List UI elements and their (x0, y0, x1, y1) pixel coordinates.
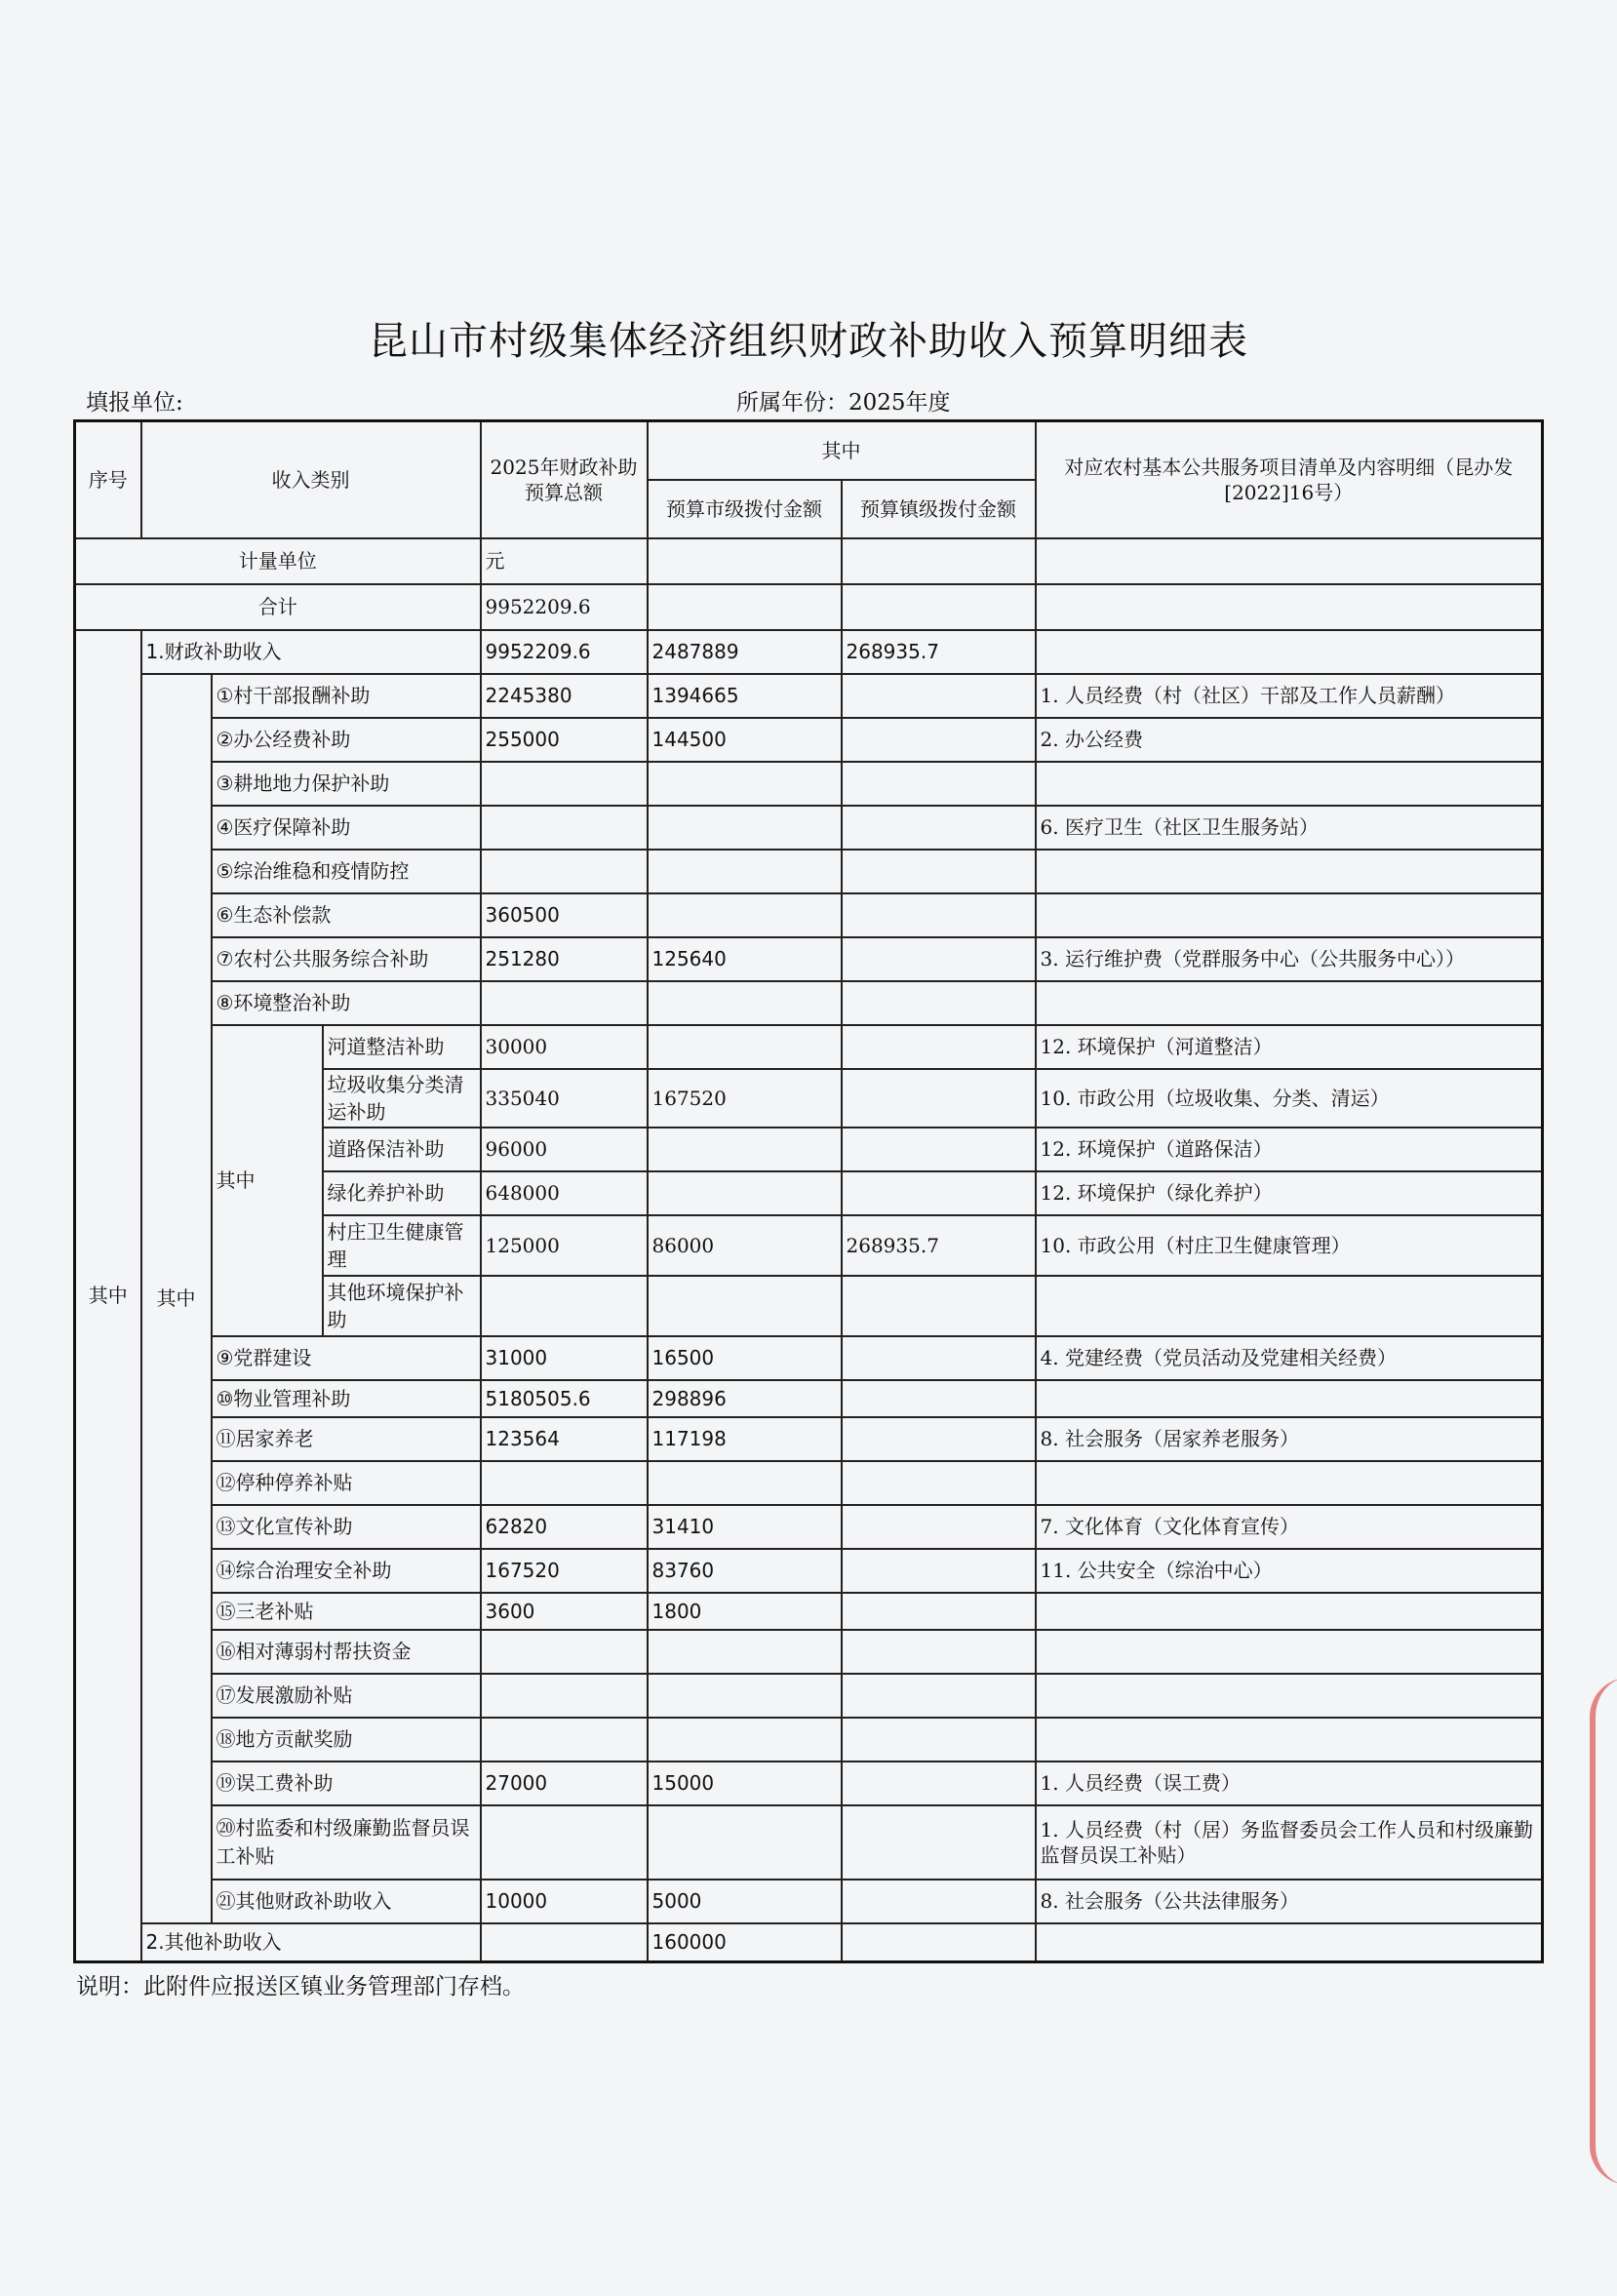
item-row (75, 1593, 1543, 1630)
item-city (648, 1630, 842, 1674)
item-city: 16500 (648, 1336, 842, 1380)
item-city (648, 1805, 842, 1880)
env-item-city: 167520 (648, 1069, 842, 1128)
header-category: 收入类别 (141, 421, 481, 538)
item-town (842, 1380, 1036, 1417)
item-city (648, 850, 842, 893)
item-town (842, 1505, 1036, 1549)
item-town (842, 850, 1036, 893)
env-item-label: 垃圾收集分类清运补助 (323, 1069, 481, 1128)
item-label: ①村干部报酬补助 (212, 674, 481, 718)
item-town (842, 937, 1036, 981)
env-item-city (648, 1025, 842, 1069)
item-row (75, 806, 1543, 850)
item-row (75, 981, 1543, 1025)
group-outer-label: 其中 (75, 630, 141, 1962)
item-total: 123564 (481, 1417, 648, 1461)
item-service: 2. 办公经费 (1036, 718, 1543, 762)
item-row (75, 1880, 1543, 1923)
item-town (842, 1718, 1036, 1762)
item-total: 5180505.6 (481, 1380, 648, 1417)
item-town (842, 1336, 1036, 1380)
item-row (75, 1549, 1543, 1593)
item-service: 7. 文化体育（文化体育宣传） (1036, 1505, 1543, 1549)
unit-row (75, 538, 1543, 584)
item-town (842, 718, 1036, 762)
item-total (481, 850, 648, 893)
item-total: 10000 (481, 1880, 648, 1923)
item-city (648, 806, 842, 850)
item-label: ⑬文化宣传补助 (212, 1505, 481, 1549)
item-city: 31410 (648, 1505, 842, 1549)
header-town: 预算镇级拨付金额 (842, 480, 1036, 538)
item-label: ⑪居家养老 (212, 1417, 481, 1461)
item-label: ④医疗保障补助 (212, 806, 481, 850)
item-town (842, 1674, 1036, 1718)
item-label: ⑭综合治理安全补助 (212, 1549, 481, 1593)
item-row (75, 1805, 1543, 1880)
item-total (481, 762, 648, 806)
item-service: 1. 人员经费（村（社区）干部及工作人员薪酬） (1036, 674, 1543, 718)
item-row (75, 850, 1543, 893)
item-row (75, 1505, 1543, 1549)
header-service: 对应农村基本公共服务项目清单及内容明细（昆办发[2022]16号） (1036, 421, 1543, 538)
item-row (75, 1630, 1543, 1674)
unit-label: 计量单位 (75, 538, 481, 584)
item-label: ⑱地方贡献奖励 (212, 1718, 481, 1762)
env-item-label: 其他环境保护补助 (323, 1276, 481, 1336)
item-total (481, 1630, 648, 1674)
item-city (648, 981, 842, 1025)
item-city: 1394665 (648, 674, 842, 718)
item-label: ③耕地地力保护补助 (212, 762, 481, 806)
item-row (75, 1674, 1543, 1718)
item-row (75, 1762, 1543, 1805)
item-city (648, 1461, 842, 1505)
env-item-total: 335040 (481, 1069, 648, 1128)
env-item-city: 86000 (648, 1215, 842, 1276)
budget-detail-table (73, 419, 1544, 1963)
item-town (842, 806, 1036, 850)
item-total: 255000 (481, 718, 648, 762)
env-item-total: 125000 (481, 1215, 648, 1276)
item-total (481, 1805, 648, 1880)
item-row (75, 762, 1543, 806)
item-town (842, 1880, 1036, 1923)
item-total: 62820 (481, 1505, 648, 1549)
item-city: 117198 (648, 1417, 842, 1461)
item-city (648, 893, 842, 937)
env-item-label: 村庄卫生健康管理 (323, 1215, 481, 1276)
env-item-service: 10. 市政公用（垃圾收集、分类、清运） (1036, 1069, 1543, 1128)
item-total: 3600 (481, 1593, 648, 1630)
env-item-town: 268935.7 (842, 1215, 1036, 1276)
item-service (1036, 1630, 1543, 1674)
env-item-service (1036, 1276, 1543, 1336)
item-town (842, 1630, 1036, 1674)
item-row (75, 1380, 1543, 1417)
item-town (842, 893, 1036, 937)
item-row (75, 1417, 1543, 1461)
item-row (75, 1461, 1543, 1505)
item-service: 8. 社会服务（居家养老服务） (1036, 1417, 1543, 1461)
item-total: 360500 (481, 893, 648, 937)
item-service (1036, 1461, 1543, 1505)
fiscal-year-label: 所属年份：2025年度 (736, 390, 951, 416)
item-town (842, 1417, 1036, 1461)
other-total (481, 1923, 648, 1962)
env-item-label: 道路保洁补助 (323, 1128, 481, 1171)
env-item-town (842, 1025, 1036, 1069)
fiscal-total: 9952209.6 (481, 630, 648, 674)
item-service (1036, 762, 1543, 806)
item-town (842, 981, 1036, 1025)
env-item-service: 12. 环境保护（道路保洁） (1036, 1128, 1543, 1171)
item-service: 6. 医疗卫生（社区卫生服务站） (1036, 806, 1543, 850)
item-service (1036, 1380, 1543, 1417)
fiscal-label: 1.财政补助收入 (141, 630, 481, 674)
env-item-service: 10. 市政公用（村庄卫生健康管理） (1036, 1215, 1543, 1276)
item-town (842, 1762, 1036, 1805)
sum-label: 合计 (75, 584, 481, 630)
item-label: ⑳村监委和村级廉勤监督员误工补贴 (212, 1805, 481, 1880)
item-city (648, 1674, 842, 1718)
sum-total: 9952209.6 (481, 584, 648, 630)
item-city (648, 1718, 842, 1762)
env-item-row (75, 1025, 1543, 1069)
env-item-total (481, 1276, 648, 1336)
env-item-service: 12. 环境保护（河道整洁） (1036, 1025, 1543, 1069)
item-town (842, 674, 1036, 718)
env-item-total: 96000 (481, 1128, 648, 1171)
item-town (842, 1805, 1036, 1880)
item-total: 251280 (481, 937, 648, 981)
item-total (481, 1461, 648, 1505)
fiscal-row (75, 630, 1543, 674)
header-row-1 (75, 421, 1543, 480)
item-label: ②办公经费补助 (212, 718, 481, 762)
item-service (1036, 1674, 1543, 1718)
item-service: 11. 公共安全（综治中心） (1036, 1549, 1543, 1593)
item-row (75, 893, 1543, 937)
item-service: 1. 人员经费（误工费） (1036, 1762, 1543, 1805)
env-item-total: 30000 (481, 1025, 648, 1069)
other-town (842, 1923, 1036, 1962)
item-label: ⑲误工费补助 (212, 1762, 481, 1805)
filing-unit-label: 填报单位: (86, 390, 183, 416)
item-label: ⑦农村公共服务综合补助 (212, 937, 481, 981)
item-service (1036, 1718, 1543, 1762)
sum-row (75, 584, 1543, 630)
item-row (75, 674, 1543, 718)
item-service (1036, 981, 1543, 1025)
env-item-total: 648000 (481, 1171, 648, 1215)
item-service (1036, 893, 1543, 937)
env-item-town (842, 1276, 1036, 1336)
item-total (481, 1674, 648, 1718)
item-service: 3. 运行维护费（党群服务中心（公共服务中心）） (1036, 937, 1543, 981)
footnote: 说明：此附件应报送区镇业务管理部门存档。 (76, 1974, 525, 1999)
item-total: 167520 (481, 1549, 648, 1593)
item-label: ⑮三老补贴 (212, 1593, 481, 1630)
item-town (842, 762, 1036, 806)
env-item-town (842, 1171, 1036, 1215)
env-item-label: 绿化养护补助 (323, 1171, 481, 1215)
item-total (481, 981, 648, 1025)
env-item-service: 12. 环境保护（绿化养护） (1036, 1171, 1543, 1215)
item-label: ⑯相对薄弱村帮扶资金 (212, 1630, 481, 1674)
item-label: ⑩物业管理补助 (212, 1380, 481, 1417)
other-service (1036, 1923, 1543, 1962)
header-total: 2025年财政补助预算总额 (481, 421, 648, 538)
item-town (842, 1461, 1036, 1505)
env-item-town (842, 1128, 1036, 1171)
item-label: ⑥生态补偿款 (212, 893, 481, 937)
env-item-town (842, 1069, 1036, 1128)
header-seq: 序号 (75, 421, 141, 538)
item-label: ⑰发展激励补贴 (212, 1674, 481, 1718)
fiscal-town: 268935.7 (842, 630, 1036, 674)
item-town (842, 1549, 1036, 1593)
item-city (648, 762, 842, 806)
header-city: 预算市级拨付金额 (648, 480, 842, 538)
other-row (75, 1923, 1543, 1962)
item-city: 15000 (648, 1762, 842, 1805)
other-city: 160000 (648, 1923, 842, 1962)
item-service (1036, 1593, 1543, 1630)
env-item-city (648, 1171, 842, 1215)
item-total (481, 1718, 648, 1762)
item-label: ⑧环境整治补助 (212, 981, 481, 1025)
item-service: 1. 人员经费（村（居）务监督委员会工作人员和村级廉勤监督员误工补贴） (1036, 1805, 1543, 1880)
item-label: ⑤综治维稳和疫情防控 (212, 850, 481, 893)
item-service (1036, 850, 1543, 893)
item-service: 8. 社会服务（公共法律服务） (1036, 1880, 1543, 1923)
item-label: ⑨党群建设 (212, 1336, 481, 1380)
group-inner-label: 其中 (141, 674, 212, 1923)
item-label: ⑫停种停养补贴 (212, 1461, 481, 1505)
item-total (481, 806, 648, 850)
env-item-city (648, 1276, 842, 1336)
item-city: 5000 (648, 1880, 842, 1923)
header-of-which: 其中 (648, 421, 1036, 480)
env-item-label: 河道整洁补助 (323, 1025, 481, 1069)
item-city: 125640 (648, 937, 842, 981)
item-city: 83760 (648, 1549, 842, 1593)
item-town (842, 1593, 1036, 1630)
fiscal-city: 2487889 (648, 630, 842, 674)
item-total: 2245380 (481, 674, 648, 718)
red-seal-stamp (1590, 1678, 1617, 2185)
item-service: 4. 党建经费（党员活动及党建相关经费） (1036, 1336, 1543, 1380)
env-item-city (648, 1128, 842, 1171)
unit-value: 元 (481, 538, 648, 584)
other-label: 2.其他补助收入 (141, 1923, 481, 1962)
group-env-label: 其中 (212, 1025, 323, 1336)
item-label: ㉑其他财政补助收入 (212, 1880, 481, 1923)
item-row (75, 1718, 1543, 1762)
item-city: 1800 (648, 1593, 842, 1630)
item-row (75, 718, 1543, 762)
item-city: 144500 (648, 718, 842, 762)
item-row (75, 937, 1543, 981)
item-total: 27000 (481, 1762, 648, 1805)
document-title: 昆山市村级集体经济组织财政补助收入预算明细表 (369, 319, 1248, 364)
item-city: 298896 (648, 1380, 842, 1417)
item-row (75, 1336, 1543, 1380)
item-total: 31000 (481, 1336, 648, 1380)
